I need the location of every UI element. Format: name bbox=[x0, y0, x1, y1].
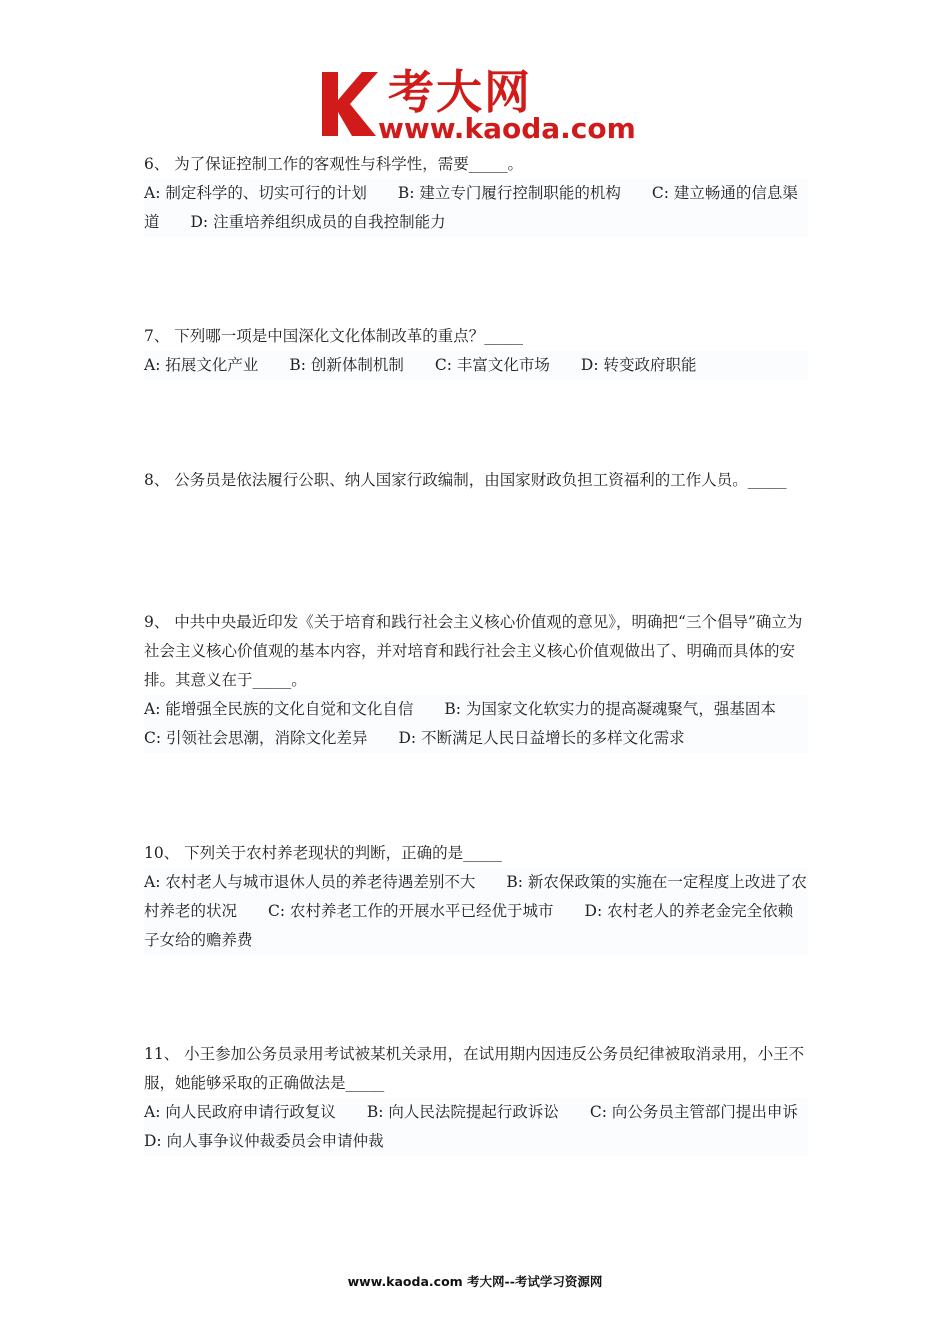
question-9 bbox=[144, 608, 808, 753]
kaoda-logo bbox=[318, 60, 648, 150]
question-options: A: 农村老人与城市退休人员的养老待遇差别不大 B: 新农保政策的实施在一定程度上改进了农村养老的状况 C: 农村养老工作的开展水平已经优于城市 D: 农村老人的养老金完全依赖子女给的赡养费 bbox=[144, 868, 808, 955]
question-7 bbox=[144, 322, 808, 380]
question-8 bbox=[144, 466, 808, 495]
question-stem: 7、 下列哪一项是中国深化文化体制改革的重点？_____ bbox=[144, 327, 524, 345]
k-logo-icon bbox=[318, 66, 380, 140]
question-stem: 10、 下列关于农村养老现状的判断，正确的是_____ bbox=[144, 844, 502, 862]
question-options: A: 制定科学的、切实可行的计划 B: 建立专门履行控制职能的机构 C: 建立畅通的信息渠道 D: 注重培养组织成员的自我控制能力 bbox=[144, 179, 808, 237]
logo-title: 考大网 bbox=[388, 65, 532, 119]
question-stem: 8、 公务员是依法履行公职、纳人国家行政编制，由国家财政负担工资福利的工作人员。_____ bbox=[144, 471, 787, 489]
question-options: A: 能增强全民族的文化自觉和文化自信 B: 为国家文化软实力的提高凝魂聚气，强基固本 C: 引领社会思潮，消除文化差异 D: 不断满足人民日益增长的多样文化需求 bbox=[144, 695, 808, 753]
question-stem: 9、 中共中央最近印发《关于培育和践行社会主义核心价值观的意见》，明确把“三个倡导”确立为社会主义核心价值观的基本内容，并对培育和践行社会主义核心价值观做出了、明确而具体的安排。其意义在于_____。 bbox=[144, 613, 803, 689]
question-options: A: 向人民政府申请行政复议 B: 向人民法院提起行政诉讼 C: 向公务员主管部门提出申诉 D: 向人事争议仲裁委员会申请仲裁 bbox=[144, 1098, 808, 1156]
question-options: A: 拓展文化产业 B: 创新体制机制 C: 丰富文化市场 D: 转变政府职能 bbox=[144, 351, 808, 380]
question-11 bbox=[144, 1040, 829, 1156]
question-10 bbox=[144, 839, 808, 955]
logo-url: www.kaoda.com bbox=[378, 112, 636, 145]
question-6 bbox=[144, 150, 808, 237]
question-stem: 6、 为了保证控制工作的客观性与科学性，需要_____。 bbox=[144, 155, 524, 173]
question-stem: 11、 小王参加公务员录用考试被某机关录用，在试用期内因违反公务员纪律被取消录用，小王不服，她能够采取的正确做法是_____ bbox=[144, 1045, 805, 1092]
page-footer: www.kaoda.com 考大网--考试学习资源网 bbox=[347, 1274, 603, 1289]
